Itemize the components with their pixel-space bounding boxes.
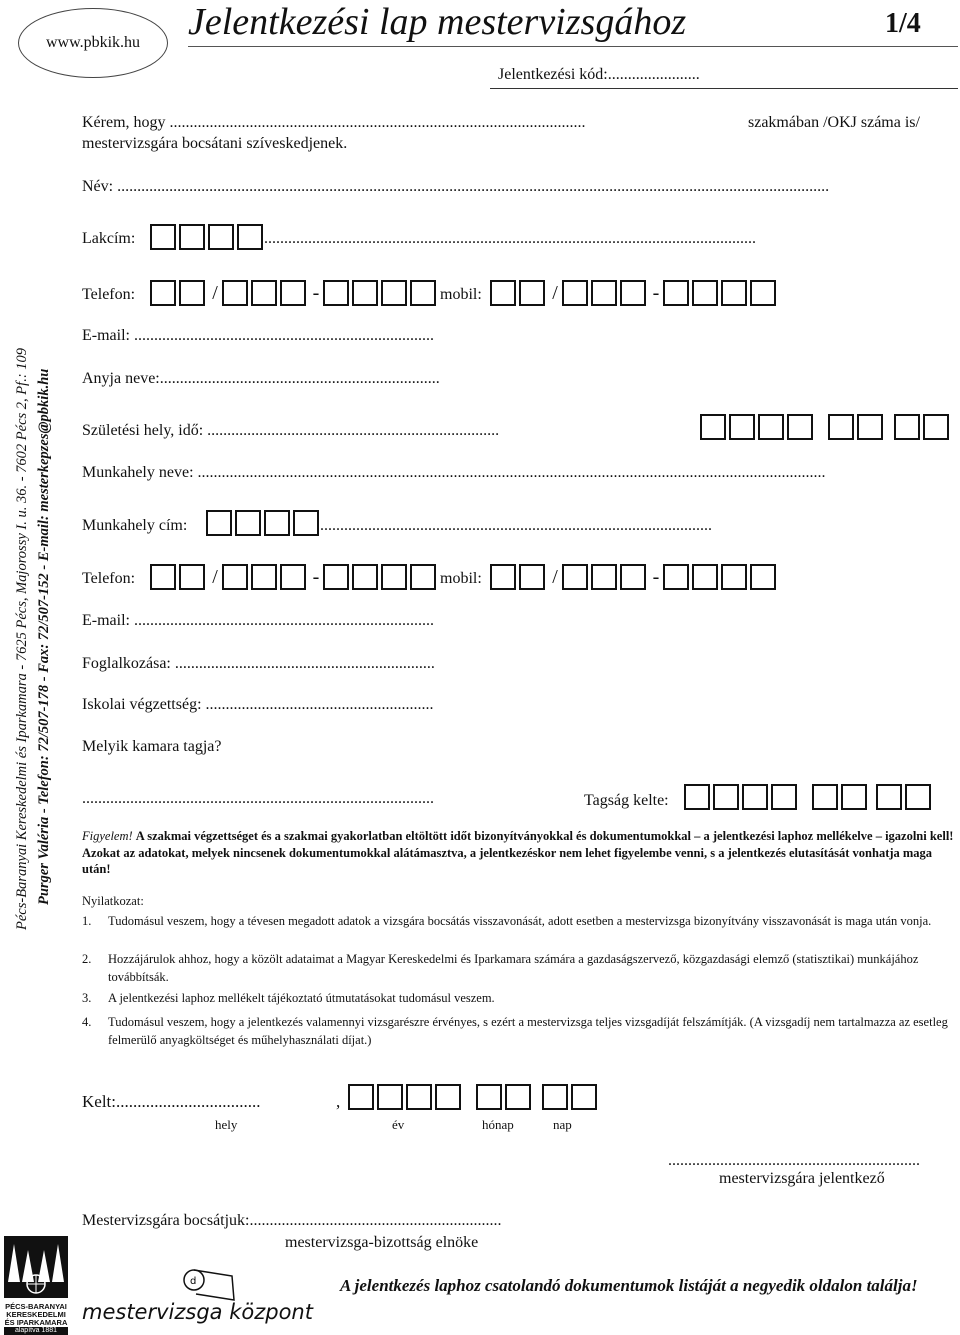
digit-box[interactable] — [206, 510, 232, 536]
brand-wordmark: mestervizsga központ — [82, 1300, 313, 1324]
education-field[interactable]: Iskolai végzettség: ......................................................... — [82, 696, 434, 713]
digit-box[interactable] — [179, 280, 205, 306]
mobile-boxes[interactable] — [490, 280, 779, 306]
request-line-2: mestervizsgára bocsátani szíveskedjenek. — [82, 135, 348, 152]
address-label: Lakcím: — [82, 230, 136, 247]
digit-box[interactable] — [377, 1084, 403, 1110]
item-number: 1. — [82, 914, 92, 928]
slash-sep: / — [552, 566, 558, 588]
digit-box[interactable] — [663, 564, 689, 590]
title-rule — [188, 46, 958, 47]
digit-box[interactable] — [742, 784, 768, 810]
digit-box[interactable] — [692, 280, 718, 306]
sidebar-contact: Purger Valéria - Telefon: 72/507-178 - Fax: 72/507-152 - E-mail: mesterkepzes@pbkik.hu — [36, 368, 52, 905]
declaration-item-3 — [82, 990, 958, 1008]
digit-box[interactable] — [692, 564, 718, 590]
digit-box[interactable] — [894, 414, 920, 440]
sidebar-address: Pécs-Baranyai Kereskedelmi és Iparkamara - 7625 Pécs, Majorossy I. u. 36. - 7602 Pécs 2, Pf.: 109 — [14, 347, 30, 930]
mobile-label: mobil: — [440, 286, 482, 303]
request-line-left: Kérem, hogy ........................................................................................................ — [82, 114, 586, 131]
logo-line-2: KERESKEDELMI — [6, 1310, 66, 1319]
digit-box[interactable] — [381, 280, 407, 306]
workplace-phone-label: Telefon: — [82, 570, 136, 587]
attachment-note: A jelentkezés laphoz csatolandó dokumentumok listáját a negyedik oldalon találja! — [340, 1276, 918, 1295]
page-title: Jelentkezési lap mestervizsgához — [188, 1, 687, 43]
digit-box[interactable] — [729, 414, 755, 440]
warning-lead: Figyelem! — [82, 829, 133, 843]
page-number: 1/4 — [885, 8, 921, 39]
digit-box[interactable] — [490, 280, 516, 306]
digit-box[interactable] — [323, 564, 349, 590]
digit-box[interactable] — [905, 784, 931, 810]
digit-box[interactable] — [700, 414, 726, 440]
digit-box[interactable] — [519, 564, 545, 590]
applicant-caption: mestervizsgára jelentkező — [719, 1170, 885, 1187]
digit-box[interactable] — [505, 1084, 531, 1110]
request-line-right: szakmában /OKJ száma is/ — [748, 114, 920, 131]
declaration-item-2 — [82, 951, 958, 986]
digit-box[interactable] — [721, 280, 747, 306]
slash-sep: / — [212, 566, 218, 588]
digit-box[interactable] — [750, 280, 776, 306]
applicant-signature-line[interactable]: ............................................................... — [668, 1152, 920, 1169]
logo-line-3: ÉS IPARKAMARA — [4, 1318, 68, 1327]
slash-sep: / — [552, 282, 558, 304]
digit-box[interactable] — [750, 564, 776, 590]
item-text: A jelentkezési laphoz mellékelt tájékoztató útmutatásokat tudomásul veszem. — [108, 991, 495, 1005]
phone-label: Telefon: — [82, 286, 136, 303]
workplace-address-label: Munkahely cím: — [82, 517, 188, 534]
digit-box[interactable] — [208, 224, 234, 250]
chamber-field[interactable]: ........................................................................................ — [82, 790, 434, 807]
workplace-phone-boxes[interactable] — [150, 564, 439, 590]
svg-text:d: d — [190, 1276, 197, 1287]
place-comma: , — [336, 1092, 341, 1111]
nap-caption: nap — [553, 1117, 572, 1132]
digit-box[interactable] — [490, 564, 516, 590]
digit-box[interactable] — [562, 564, 588, 590]
digit-box[interactable] — [348, 1084, 374, 1110]
declaration-item-4 — [82, 1014, 958, 1049]
email-field[interactable]: E-mail: ........................................................................... — [82, 327, 434, 344]
digit-box[interactable] — [235, 510, 261, 536]
digit-box[interactable] — [876, 784, 902, 810]
birth-field[interactable]: Születési hely, idő: ......................................................................... — [82, 422, 500, 439]
digit-box[interactable] — [620, 564, 646, 590]
honap-caption: hónap — [482, 1117, 514, 1132]
digit-box[interactable] — [251, 564, 277, 590]
workplace-name-field[interactable]: Munkahely neve: ............................................................................................................................................................. — [82, 464, 826, 481]
digit-box[interactable] — [179, 564, 205, 590]
digit-box[interactable] — [435, 1084, 461, 1110]
item-number: 2. — [82, 952, 92, 966]
ev-caption: év — [392, 1117, 405, 1132]
digit-box[interactable] — [828, 414, 854, 440]
digit-box[interactable] — [179, 224, 205, 250]
date-month-boxes[interactable] — [476, 1084, 534, 1110]
digit-box[interactable] — [713, 784, 739, 810]
dash-sep: - — [652, 282, 660, 304]
chamber-question: Melyik kamara tagja? — [82, 738, 222, 755]
membership-year-boxes[interactable] — [684, 784, 800, 810]
dash-sep: - — [312, 282, 320, 304]
digit-box[interactable] — [787, 414, 813, 440]
digit-box[interactable] — [721, 564, 747, 590]
admission-line[interactable]: Mestervizsgára bocsátjuk:............................................................... — [82, 1212, 502, 1229]
digit-box[interactable] — [237, 224, 263, 250]
address-field[interactable]: ........................................................................................................................... — [264, 230, 756, 247]
logo-line-1: PÉCS-BARANYAI — [5, 1302, 67, 1311]
chamber-logo-icon — [4, 1236, 68, 1298]
digit-box[interactable] — [264, 510, 290, 536]
hely-caption: hely — [215, 1117, 238, 1132]
birth-day-boxes[interactable] — [894, 414, 952, 440]
chair-caption: mestervizsga-bizottság elnöke — [285, 1234, 479, 1251]
digit-box[interactable] — [562, 280, 588, 306]
digit-box[interactable] — [410, 280, 436, 306]
digit-box[interactable] — [222, 564, 248, 590]
website-ellipse — [18, 8, 168, 78]
digit-box[interactable] — [519, 280, 545, 306]
digit-box[interactable] — [251, 280, 277, 306]
digit-box[interactable] — [323, 280, 349, 306]
declaration-title: Nyilatkozat: — [82, 894, 144, 908]
logo-line-4: alapítva 1881 — [4, 1327, 68, 1335]
digit-box[interactable] — [280, 280, 306, 306]
place-field[interactable]: Kelt:.................................. — [82, 1092, 261, 1111]
workplace-postal-boxes[interactable] — [206, 510, 322, 536]
digit-box[interactable] — [812, 784, 838, 810]
item-number: 3. — [82, 991, 92, 1005]
website-label: www.pbkik.hu — [45, 34, 141, 51]
digit-box[interactable] — [857, 414, 883, 440]
dash-sep: - — [312, 566, 320, 588]
birth-year-boxes[interactable] — [700, 414, 816, 440]
application-code: Jelentkezési kód:....................... — [498, 66, 700, 83]
workplace-mobile-label: mobil: — [440, 570, 482, 587]
chamber-logo — [4, 1236, 68, 1332]
item-number: 4. — [82, 1015, 92, 1029]
digit-box[interactable] — [542, 1084, 568, 1110]
digit-box[interactable] — [381, 564, 407, 590]
digit-box[interactable] — [150, 280, 176, 306]
digit-box[interactable] — [841, 784, 867, 810]
warning-note — [82, 828, 958, 878]
digit-box[interactable] — [476, 1084, 502, 1110]
name-field[interactable]: Név: .................................................................................................................................................................................. — [82, 178, 830, 195]
dash-sep: - — [652, 566, 660, 588]
membership-month-boxes[interactable] — [812, 784, 870, 810]
slash-sep: / — [212, 282, 218, 304]
postal-code-boxes[interactable] — [150, 224, 266, 250]
digit-box[interactable] — [410, 564, 436, 590]
digit-box[interactable] — [571, 1084, 597, 1110]
digit-box[interactable] — [620, 280, 646, 306]
digit-box[interactable] — [352, 280, 378, 306]
birth-month-boxes[interactable] — [828, 414, 886, 440]
digit-box[interactable] — [150, 224, 176, 250]
item-text: Tudomásul veszem, hogy a jelentkezés valamennyi vizsgarészre érvényes, s ezért a mestervizsga teljes vizsgadíját felszámítják. (A vizsgadíj nem tartalmazza az esetleg felmerülő anyagköltséget és műhelyhasználati díjat.) — [108, 1015, 948, 1047]
digit-box[interactable] — [222, 280, 248, 306]
date-year-boxes[interactable] — [348, 1084, 464, 1110]
warning-text: A szakmai végzettséget és a szakmai gyakorlatban eltöltött időt bizonyítványokkal és dokumentumokkal – a jelentkezési laphoz mellékelve – igazolni kell! Azokat az adatokat, melyek nincsenek dokumentumokkal alátámasztva, a jelentkezéskor nem lehet figyelembe venni, s a jelentkezés elutasítását vonhatja maga után! — [82, 829, 954, 876]
item-text: Tudomásul veszem, hogy a tévesen megadott adatok a vizsgára bocsátás visszavonását, adott esetben a mestervizsga bizonyítvány visszavonását is maga után vonja. — [108, 914, 932, 928]
date-day-boxes[interactable] — [542, 1084, 600, 1110]
digit-box[interactable] — [293, 510, 319, 536]
workplace-mobile-boxes[interactable] — [490, 564, 779, 590]
mother-name-field[interactable]: Anyja neve:...................................................................... — [82, 370, 440, 387]
digit-box[interactable] — [591, 564, 617, 590]
declaration-item-1 — [82, 913, 958, 931]
digit-box[interactable] — [923, 414, 949, 440]
digit-box[interactable] — [352, 564, 378, 590]
phone-boxes[interactable] — [150, 280, 439, 306]
occupation-field[interactable]: Foglalkozása: ................................................................. — [82, 655, 435, 672]
digit-box[interactable] — [150, 564, 176, 590]
digit-box[interactable] — [684, 784, 710, 810]
digit-box[interactable] — [771, 784, 797, 810]
digit-box[interactable] — [663, 280, 689, 306]
code-rule — [490, 88, 958, 89]
workplace-email-field[interactable]: E-mail: ........................................................................... — [82, 612, 434, 629]
workplace-address-field[interactable]: .................................................................................................. — [320, 517, 712, 534]
digit-box[interactable] — [591, 280, 617, 306]
item-text: Hozzájárulok ahhoz, hogy a közölt adataimat a Magyar Kereskedelmi és Iparkamara számára a gazdaságszervező, közgazdasági elemző (statisztikai) munkájához továbbítsák. — [108, 952, 919, 984]
digit-box[interactable] — [758, 414, 784, 440]
digit-box[interactable] — [280, 564, 306, 590]
digit-box[interactable] — [406, 1084, 432, 1110]
membership-label: Tagság kelte: — [584, 792, 669, 809]
membership-day-boxes[interactable] — [876, 784, 934, 810]
